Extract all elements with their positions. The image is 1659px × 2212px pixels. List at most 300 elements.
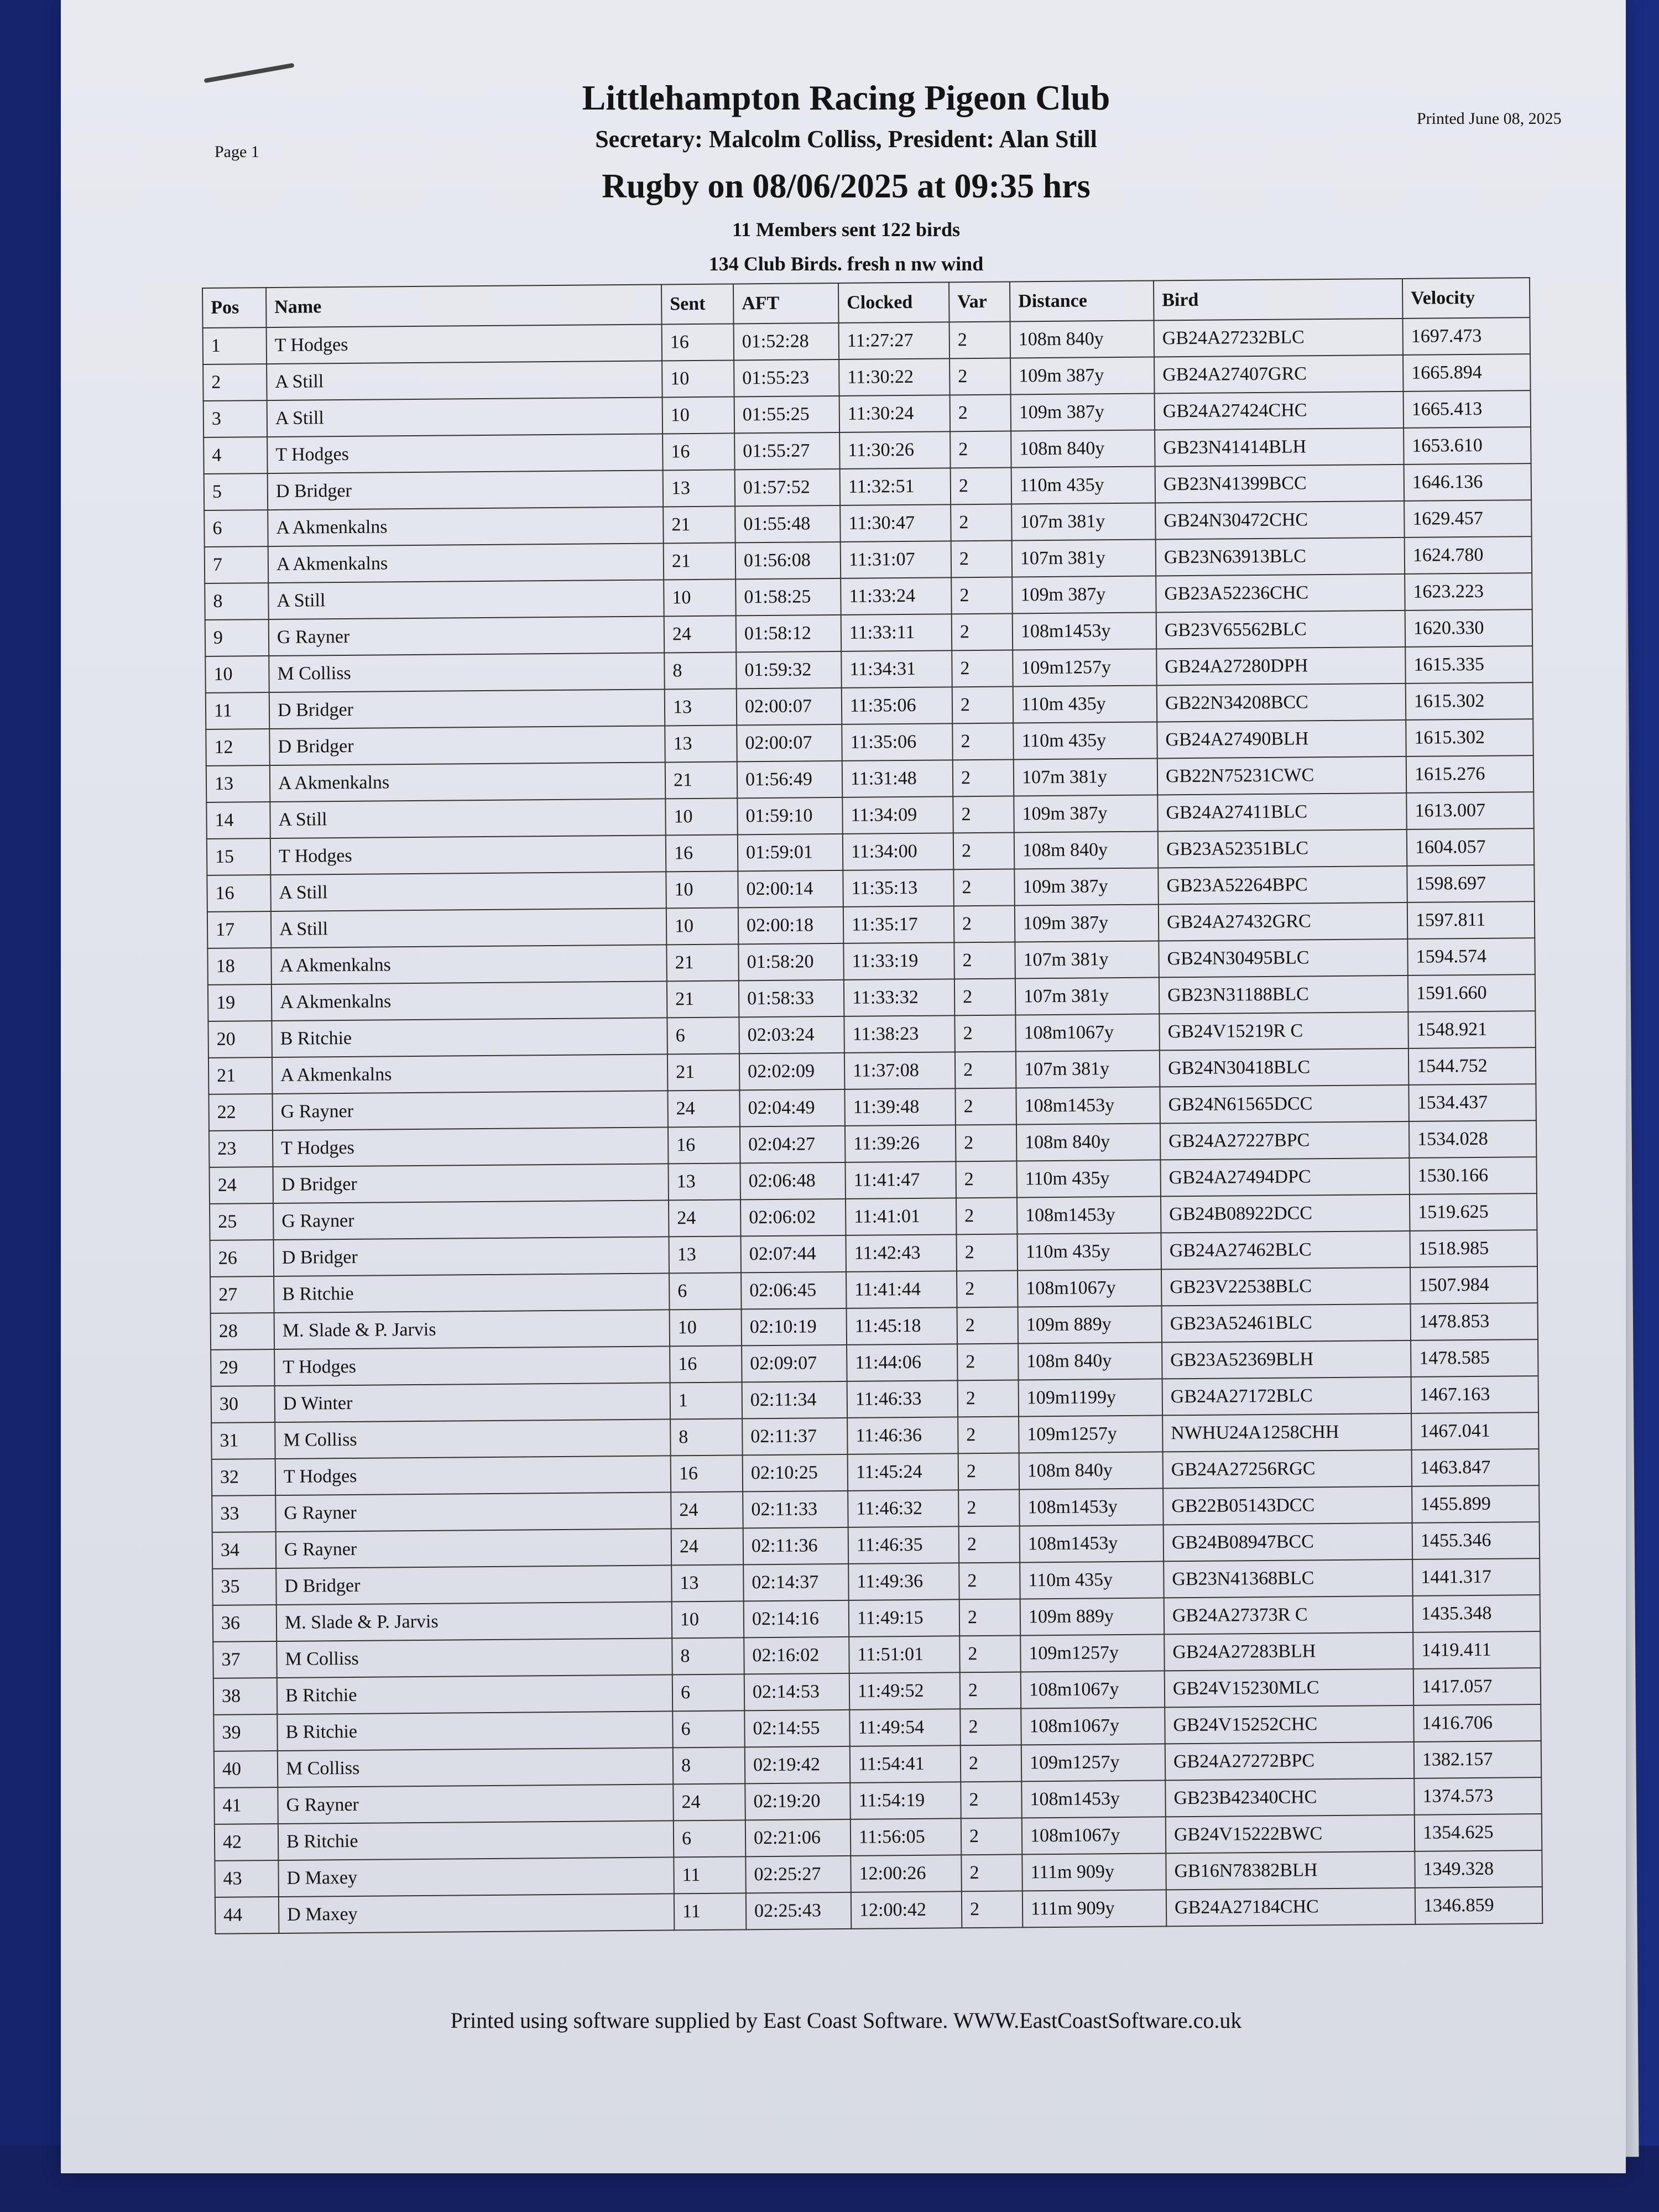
- cell-var: 2: [959, 1526, 1020, 1563]
- cell-pos: 17: [207, 911, 272, 948]
- cell-clocked: 11:45:24: [848, 1453, 959, 1491]
- cell-aft: 01:59:10: [737, 797, 843, 834]
- cell-name: D Bridger: [276, 1565, 671, 1605]
- cell-aft: 02:16:02: [744, 1637, 849, 1674]
- cell-aft: 01:57:52: [735, 469, 841, 506]
- cell-velocity: 1354.625: [1415, 1814, 1542, 1851]
- cell-clocked: 11:27:27: [839, 322, 950, 359]
- cell-velocity: 1598.697: [1407, 865, 1535, 902]
- cell-sent: 10: [665, 798, 738, 835]
- cell-pos: 6: [204, 510, 268, 547]
- cell-aft: 02:04:49: [739, 1089, 845, 1126]
- cell-aft: 01:58:12: [736, 615, 842, 652]
- cell-aft: 02:02:09: [739, 1053, 845, 1090]
- cell-bird: GB23V22538BLC: [1161, 1267, 1411, 1306]
- cell-clocked: 11:30:47: [840, 504, 951, 542]
- cell-sent: 24: [671, 1528, 744, 1565]
- cell-velocity: 1530.166: [1409, 1157, 1537, 1194]
- cell-distance: 109m 387y: [1014, 795, 1158, 832]
- cell-name: D Maxey: [279, 1893, 674, 1933]
- cell-name: M. Slade & P. Jarvis: [274, 1310, 670, 1349]
- cell-bird: GB24N61565DCC: [1160, 1085, 1409, 1124]
- column-header-name: Name: [266, 284, 662, 327]
- cell-velocity: 1615.302: [1406, 682, 1533, 720]
- cell-var: 2: [953, 759, 1014, 796]
- cell-sent: 21: [667, 1053, 740, 1091]
- cell-velocity: 1591.660: [1408, 974, 1536, 1012]
- cell-pos: 28: [211, 1313, 275, 1350]
- cell-name: B Ritchie: [272, 1018, 667, 1057]
- cell-pos: 7: [205, 546, 269, 583]
- cell-pos: 38: [213, 1678, 278, 1715]
- cell-clocked: 11:39:26: [845, 1125, 956, 1162]
- cell-velocity: 1615.302: [1406, 719, 1533, 757]
- cell-pos: 42: [215, 1824, 279, 1861]
- column-header-velocity: Velocity: [1402, 278, 1530, 319]
- cell-aft: 02:11:37: [742, 1418, 848, 1455]
- cell-aft: 01:56:08: [735, 542, 841, 579]
- cell-var: 2: [954, 905, 1015, 942]
- cell-distance: 109m 387y: [1011, 393, 1155, 431]
- cell-name: A Still: [270, 872, 666, 911]
- cell-clocked: 11:35:06: [842, 723, 953, 761]
- cell-clocked: 11:35:06: [842, 687, 953, 724]
- cell-var: 2: [951, 541, 1013, 578]
- cell-clocked: 11:37:08: [844, 1052, 956, 1089]
- cell-distance: 108m 840y: [1018, 1342, 1162, 1380]
- cell-aft: 01:55:23: [734, 359, 839, 397]
- cell-bird: GB24N30495BLC: [1159, 939, 1408, 978]
- cell-name: A Still: [270, 799, 665, 838]
- cell-clocked: 11:49:52: [849, 1672, 961, 1710]
- cell-aft: 02:07:44: [741, 1235, 847, 1272]
- cell-pos: 37: [213, 1641, 277, 1678]
- cell-distance: 109m 387y: [1010, 357, 1155, 394]
- cell-var: 2: [953, 796, 1014, 833]
- cell-sent: 13: [665, 688, 737, 726]
- cell-name: T Hodges: [273, 1127, 668, 1167]
- cell-pos: 8: [205, 583, 269, 620]
- cell-var: 2: [951, 504, 1012, 541]
- cell-var: 2: [955, 1088, 1016, 1125]
- cell-var: 2: [961, 1818, 1022, 1855]
- cell-velocity: 1441.317: [1412, 1558, 1540, 1596]
- cell-sent: 16: [671, 1455, 743, 1492]
- cell-clocked: 11:35:17: [843, 906, 954, 943]
- results-sheet: [61, 0, 1626, 2173]
- cell-var: 2: [952, 650, 1013, 687]
- cell-var: 2: [951, 468, 1012, 505]
- cell-bird: GB24A27490BLH: [1157, 720, 1406, 759]
- cell-pos: 26: [210, 1240, 274, 1277]
- cell-sent: 21: [667, 980, 739, 1018]
- cell-aft: 02:21:06: [745, 1819, 851, 1856]
- cell-name: B Ritchie: [277, 1711, 672, 1751]
- cell-pos: 43: [215, 1860, 279, 1897]
- cell-clocked: 11:31:07: [841, 541, 952, 578]
- cell-sent: 8: [672, 1637, 744, 1674]
- cell-aft: 02:03:24: [739, 1016, 844, 1053]
- cell-aft: 02:14:37: [743, 1564, 849, 1601]
- table-body: [203, 317, 1543, 1934]
- cell-name: G Rayner: [273, 1200, 669, 1240]
- cell-velocity: 1455.346: [1412, 1522, 1540, 1559]
- cell-pos: 13: [206, 765, 270, 802]
- cell-sent: 16: [668, 1126, 740, 1164]
- cell-velocity: 1416.706: [1413, 1704, 1541, 1742]
- cell-sent: 10: [672, 1601, 744, 1638]
- column-header-pos: Pos: [202, 288, 267, 328]
- cell-name: T Hodges: [267, 434, 662, 473]
- cell-pos: 40: [214, 1751, 278, 1788]
- printed-date: Printed June 08, 2025: [1417, 109, 1562, 128]
- cell-pos: 23: [209, 1130, 273, 1167]
- cell-bird: GB23N41368BLC: [1164, 1559, 1413, 1598]
- cell-pos: 22: [208, 1094, 273, 1131]
- cell-aft: 02:14:55: [744, 1710, 850, 1747]
- cell-clocked: 11:34:00: [843, 833, 954, 870]
- cell-name: G Rayner: [275, 1492, 671, 1532]
- cell-clocked: 11:41:01: [846, 1198, 957, 1235]
- cell-clocked: 12:00:26: [851, 1855, 962, 1892]
- cell-clocked: 11:46:33: [847, 1380, 958, 1418]
- cell-aft: 02:11:34: [742, 1381, 848, 1418]
- cell-velocity: 1597.811: [1407, 901, 1535, 939]
- cell-var: 2: [960, 1672, 1021, 1709]
- members-sent: 11 Members sent 122 birds: [732, 218, 960, 241]
- results-table: [202, 277, 1543, 1934]
- cell-bird: GB24A27256RGC: [1163, 1450, 1412, 1489]
- cell-distance: 108m 840y: [1019, 1452, 1164, 1489]
- cell-velocity: 1629.457: [1404, 500, 1532, 538]
- cell-aft: 02:00:14: [738, 870, 843, 907]
- cell-bird: GB24A27373R C: [1164, 1596, 1413, 1635]
- cell-distance: 109m 387y: [1015, 904, 1159, 942]
- cell-distance: 107m 381y: [1011, 503, 1156, 540]
- cell-var: 2: [961, 1781, 1022, 1818]
- cell-pos: 35: [212, 1568, 276, 1605]
- cell-bird: GB22N34208BCC: [1157, 684, 1406, 722]
- cell-distance: 107m 381y: [1015, 977, 1160, 1015]
- cell-distance: 110m 435y: [1013, 685, 1157, 723]
- cell-clocked: 11:41:47: [845, 1161, 956, 1199]
- cell-bird: GB24B08922DCC: [1161, 1194, 1410, 1233]
- cell-pos: 30: [211, 1386, 275, 1423]
- cell-name: M Colliss: [269, 653, 664, 692]
- cell-aft: 02:00:18: [738, 907, 844, 944]
- cell-name: A Akmenkalns: [272, 1054, 667, 1094]
- cell-aft: 01:59:32: [736, 651, 842, 688]
- cell-clocked: 11:33:24: [841, 577, 952, 615]
- cell-clocked: 11:42:43: [846, 1234, 957, 1272]
- cell-clocked: 11:54:41: [850, 1745, 961, 1783]
- cell-var: 2: [955, 1051, 1016, 1088]
- cell-aft: 02:00:07: [737, 724, 842, 761]
- cell-bird: GB23A52351BLC: [1158, 830, 1407, 868]
- column-header-var: Var: [949, 282, 1010, 322]
- cell-distance: 108m1453y: [1021, 1780, 1166, 1818]
- cell-sent: 11: [674, 1856, 746, 1893]
- cell-name: D Bridger: [268, 470, 663, 510]
- cell-distance: 109m 889y: [1020, 1598, 1165, 1635]
- cell-pos: 9: [205, 619, 269, 656]
- cell-aft: 02:06:45: [741, 1272, 847, 1309]
- cell-velocity: 1646.136: [1404, 463, 1532, 501]
- cell-velocity: 1349.328: [1415, 1850, 1542, 1888]
- cell-sent: 6: [667, 1017, 739, 1054]
- cell-bird: GB24A27494DPC: [1160, 1158, 1410, 1197]
- cell-name: A Akmenkalns: [271, 945, 666, 984]
- cell-bird: GB24A27407GRC: [1154, 355, 1404, 394]
- cell-pos: 27: [210, 1276, 274, 1313]
- cell-bird: GB22B05143DCC: [1163, 1486, 1412, 1525]
- cell-velocity: 1382.157: [1414, 1741, 1542, 1778]
- cell-var: 2: [956, 1124, 1017, 1161]
- cell-sent: 24: [669, 1199, 741, 1237]
- cell-velocity: 1419.411: [1413, 1631, 1541, 1669]
- cell-pos: 21: [208, 1057, 273, 1094]
- cell-pos: 33: [212, 1495, 276, 1532]
- cell-name: B Ritchie: [278, 1820, 674, 1860]
- cell-aft: 02:10:19: [742, 1308, 847, 1345]
- cell-var: 2: [956, 1234, 1018, 1271]
- column-header-distance: Distance: [1010, 280, 1154, 321]
- cell-var: 2: [950, 322, 1011, 359]
- cell-velocity: 1478.853: [1411, 1303, 1538, 1340]
- cell-var: 2: [959, 1562, 1020, 1599]
- cell-pos: 34: [212, 1532, 276, 1569]
- cell-velocity: 1697.473: [1403, 317, 1531, 355]
- cell-sent: 6: [672, 1710, 745, 1747]
- cell-var: 2: [958, 1489, 1020, 1526]
- cell-velocity: 1615.335: [1405, 646, 1533, 684]
- cell-sent: 13: [663, 469, 735, 507]
- cell-name: G Rayner: [272, 1091, 667, 1130]
- cell-distance: 108m1067y: [1021, 1707, 1165, 1745]
- cell-clocked: 11:32:51: [840, 468, 951, 505]
- cell-bird: GB23N63913BLC: [1156, 538, 1405, 576]
- cell-var: 2: [960, 1708, 1021, 1745]
- cell-var: 2: [959, 1599, 1021, 1636]
- cell-var: 2: [961, 1745, 1022, 1782]
- cell-distance: 108m1067y: [1018, 1269, 1162, 1307]
- cell-bird: GB23N41414BLH: [1155, 428, 1404, 467]
- cell-pos: 31: [211, 1422, 275, 1459]
- cell-distance: 108m1453y: [1016, 1087, 1160, 1124]
- cell-var: 2: [950, 358, 1011, 395]
- cell-name: T Hodges: [274, 1346, 670, 1386]
- cell-distance: 107m 381y: [1014, 758, 1158, 796]
- cell-var: 2: [952, 723, 1014, 760]
- cell-velocity: 1665.413: [1404, 390, 1531, 428]
- cell-clocked: 11:46:35: [848, 1526, 959, 1564]
- cell-aft: 02:10:25: [743, 1454, 848, 1491]
- cell-name: M. Slade & P. Jarvis: [276, 1601, 672, 1641]
- cell-bird: GB23N41399BCC: [1155, 465, 1405, 503]
- cell-distance: 110m 435y: [1020, 1561, 1164, 1599]
- cell-pos: 5: [204, 473, 268, 510]
- cell-var: 2: [953, 869, 1015, 906]
- cell-distance: 108m1067y: [1015, 1014, 1160, 1051]
- cell-aft: 02:25:43: [746, 1892, 852, 1929]
- cell-sent: 10: [666, 871, 738, 908]
- cell-clocked: 11:31:48: [842, 760, 953, 797]
- cell-var: 2: [958, 1416, 1019, 1453]
- club-birds-weather: 134 Club Birds. fresh n nw wind: [708, 253, 984, 275]
- cell-bird: GB23N31188BLC: [1159, 975, 1408, 1014]
- cell-var: 2: [957, 1343, 1019, 1380]
- cell-distance: 109m1199y: [1019, 1379, 1163, 1416]
- club-officers: Secretary: Malcolm Colliss, President: Alan Still: [595, 126, 1097, 153]
- cell-velocity: 1624.780: [1405, 536, 1532, 574]
- cell-pos: 36: [213, 1605, 277, 1642]
- cell-name: D Maxey: [278, 1857, 674, 1897]
- cell-pos: 41: [214, 1787, 278, 1824]
- cell-sent: 24: [664, 615, 737, 653]
- cell-aft: 02:06:48: [740, 1162, 846, 1199]
- cell-name: A Still: [271, 908, 666, 948]
- club-title: Littlehampton Racing Pigeon Club: [582, 78, 1110, 117]
- cell-clocked: 11:56:05: [851, 1818, 962, 1856]
- cell-pos: 24: [209, 1167, 273, 1204]
- cell-name: A Still: [268, 580, 664, 619]
- cell-sent: 21: [665, 761, 738, 799]
- cell-clocked: 11:54:19: [850, 1782, 961, 1819]
- cell-bird: NWHU24A1258CHH: [1162, 1413, 1412, 1452]
- cell-name: D Bridger: [273, 1164, 668, 1203]
- cell-velocity: 1623.223: [1405, 573, 1532, 611]
- cell-distance: 108m1067y: [1022, 1817, 1166, 1854]
- cell-name: A Akmenkalns: [268, 507, 663, 546]
- cell-velocity: 1507.984: [1410, 1266, 1538, 1304]
- cell-pos: 10: [205, 656, 269, 693]
- cell-pos: 44: [215, 1897, 279, 1934]
- cell-clocked: 11:44:06: [847, 1344, 958, 1381]
- cell-bird: GB24A27272BPC: [1165, 1742, 1415, 1781]
- cell-var: 2: [950, 395, 1011, 432]
- cell-aft: 02:04:27: [740, 1126, 846, 1163]
- cell-velocity: 1534.437: [1408, 1084, 1536, 1121]
- cell-sent: 6: [674, 1820, 746, 1857]
- cell-bird: GB24A27283BLH: [1164, 1632, 1413, 1671]
- cell-aft: 01:58:25: [735, 578, 841, 615]
- cell-aft: 01:58:20: [738, 943, 844, 980]
- cell-aft: 01:59:01: [738, 834, 843, 871]
- cell-name: B Ritchie: [274, 1273, 669, 1313]
- cell-name: M Colliss: [278, 1747, 673, 1787]
- cell-velocity: 1620.330: [1405, 609, 1533, 647]
- cell-aft: 02:06:02: [740, 1199, 846, 1236]
- cell-aft: 02:09:07: [742, 1345, 847, 1382]
- cell-var: 2: [957, 1270, 1018, 1307]
- cell-sent: 16: [666, 834, 738, 872]
- cell-distance: 109m 387y: [1014, 868, 1159, 905]
- cell-distance: 111m 909y: [1022, 1890, 1167, 1927]
- cell-velocity: 1518.985: [1410, 1230, 1537, 1267]
- cell-aft: 02:25:27: [745, 1856, 851, 1893]
- cell-bird: GB24A27462BLC: [1161, 1231, 1410, 1270]
- cell-sent: 10: [670, 1309, 742, 1346]
- cell-velocity: 1613.007: [1406, 792, 1534, 830]
- cell-clocked: 11:33:19: [843, 942, 954, 980]
- cell-distance: 110m 435y: [1011, 466, 1156, 504]
- cell-pos: 25: [210, 1203, 274, 1240]
- column-header-clocked: Clocked: [838, 282, 950, 323]
- cell-var: 2: [951, 577, 1013, 614]
- cell-var: 2: [954, 942, 1015, 979]
- column-header-sent: Sent: [661, 284, 734, 324]
- cell-clocked: 11:51:01: [849, 1636, 960, 1673]
- cell-distance: 109m 889y: [1018, 1306, 1162, 1343]
- cell-distance: 107m 381y: [1016, 1050, 1160, 1088]
- cell-var: 2: [954, 978, 1016, 1015]
- cell-sent: 6: [669, 1272, 742, 1310]
- column-header-bird: Bird: [1154, 279, 1403, 321]
- cell-bird: GB24A27432GRC: [1159, 902, 1408, 941]
- cell-velocity: 1417.057: [1413, 1668, 1541, 1705]
- cell-sent: 24: [673, 1783, 745, 1820]
- cell-pos: 1: [203, 327, 267, 364]
- cell-aft: 02:19:20: [745, 1783, 851, 1820]
- cell-name: A Akmenkalns: [268, 543, 664, 583]
- cell-pos: 11: [206, 692, 270, 729]
- cell-bird: GB16N78382BLH: [1166, 1851, 1415, 1890]
- cell-aft: 01:55:48: [735, 505, 841, 542]
- cell-aft: 01:55:25: [734, 396, 840, 433]
- cell-clocked: 11:30:24: [839, 395, 951, 432]
- cell-name: M Colliss: [275, 1419, 670, 1459]
- cell-sent: 24: [671, 1491, 743, 1528]
- column-header-aft: AFT: [733, 283, 839, 324]
- cell-pos: 16: [207, 875, 271, 912]
- cell-bird: GB23A52461BLC: [1162, 1304, 1411, 1343]
- cell-name: T Hodges: [275, 1455, 671, 1495]
- cell-bird: GB24A27280DPH: [1156, 647, 1406, 686]
- cell-var: 2: [957, 1307, 1019, 1344]
- cell-aft: 02:19:42: [745, 1746, 851, 1783]
- cell-sent: 11: [674, 1893, 747, 1930]
- cell-distance: 108m1453y: [1013, 612, 1157, 650]
- cell-bird: GB24A27172BLC: [1162, 1377, 1412, 1416]
- cell-velocity: 1594.574: [1407, 938, 1535, 975]
- cell-bird: GB22N75231CWC: [1157, 757, 1407, 795]
- cell-name: T Hodges: [270, 835, 666, 875]
- cell-pos: 15: [207, 838, 271, 875]
- cell-sent: 10: [666, 907, 739, 945]
- cell-name: B Ritchie: [277, 1674, 672, 1714]
- cell-aft: 01:58:33: [739, 980, 844, 1017]
- cell-name: G Rayner: [276, 1528, 671, 1568]
- cell-name: D Winter: [275, 1383, 670, 1422]
- cell-velocity: 1374.573: [1414, 1777, 1542, 1815]
- cell-name: G Rayner: [278, 1784, 673, 1824]
- cell-pos: 39: [213, 1714, 278, 1751]
- cell-bird: GB23A52264BPC: [1158, 866, 1407, 905]
- cell-var: 2: [956, 1161, 1017, 1198]
- cell-sent: 16: [670, 1345, 742, 1383]
- cell-distance: 108m1453y: [1019, 1488, 1164, 1526]
- cell-velocity: 1455.899: [1412, 1485, 1540, 1523]
- cell-aft: 02:14:16: [744, 1600, 849, 1637]
- cell-distance: 108m1453y: [1020, 1525, 1164, 1562]
- cell-bird: GB23A52236CHC: [1156, 574, 1405, 613]
- cell-sent: 13: [671, 1564, 744, 1601]
- cell-var: 2: [956, 1197, 1018, 1234]
- cell-velocity: 1346.859: [1415, 1887, 1543, 1924]
- cell-bird: GB24N30418BLC: [1160, 1048, 1409, 1087]
- cell-clocked: 11:49:54: [849, 1709, 961, 1746]
- cell-pos: 32: [212, 1459, 276, 1496]
